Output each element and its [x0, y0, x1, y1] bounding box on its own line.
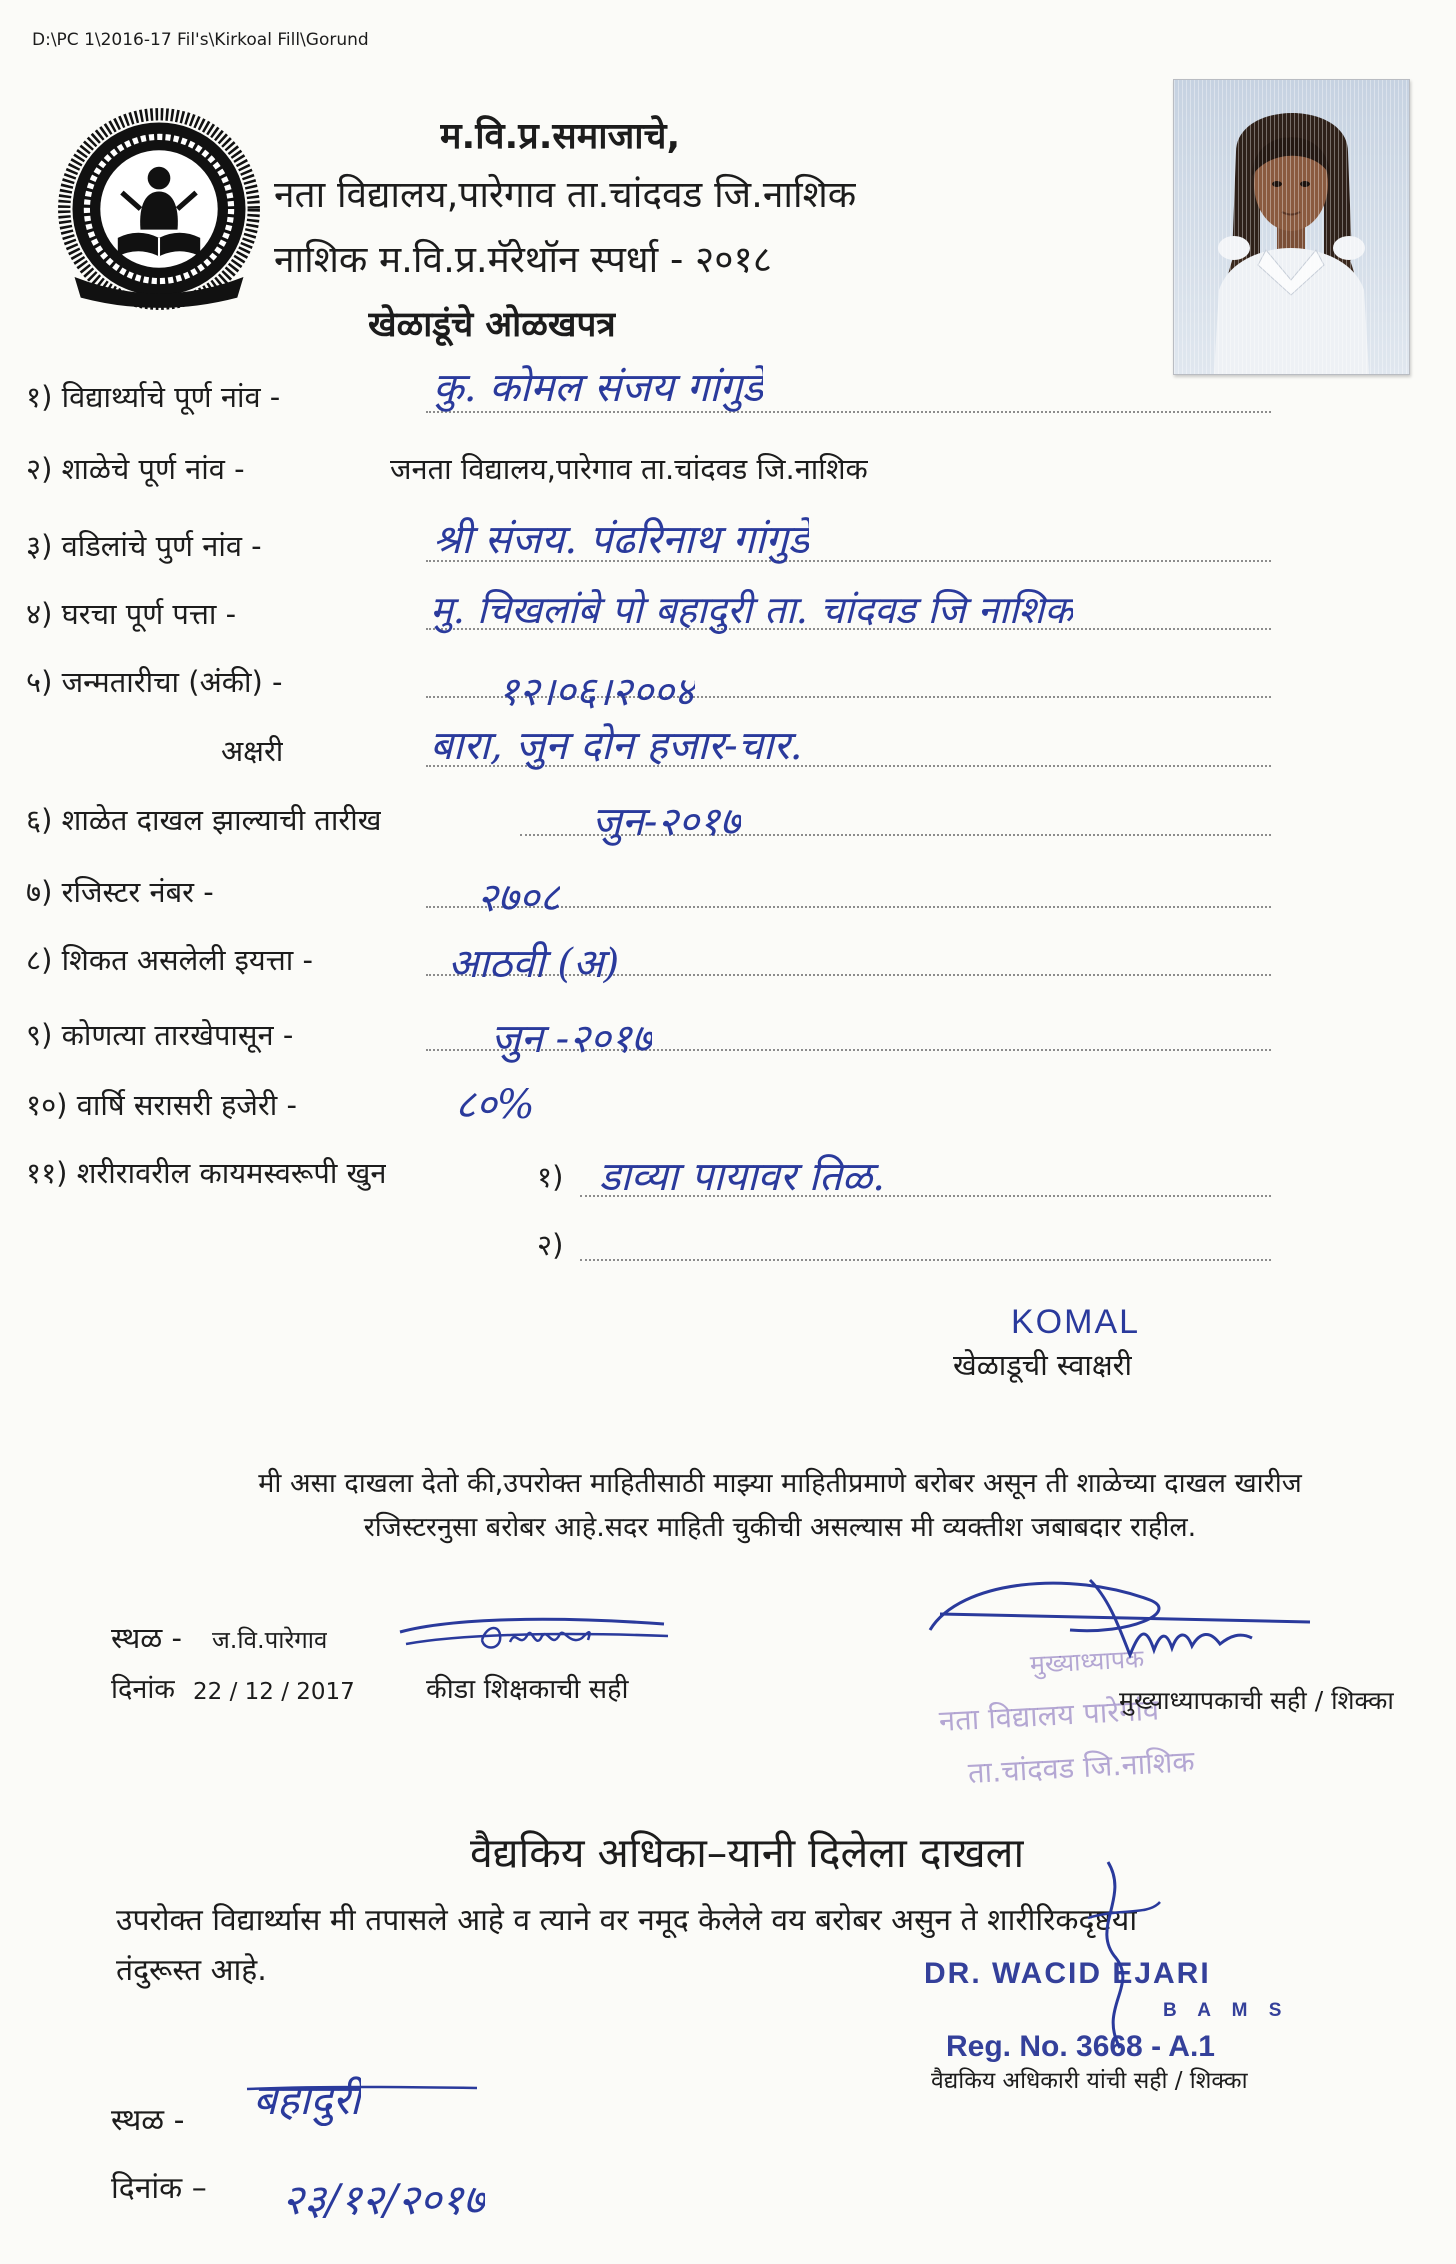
student-name-label: १) विद्यार्थ्याचे पूर्ण नांव -: [26, 380, 281, 414]
doctor-stamp-name: DR. WACID EJARI: [924, 1957, 1211, 1990]
since-date-value: जुन -२०१७: [491, 1016, 653, 1062]
medical-place-label: स्थळ -: [111, 2103, 185, 2138]
marks-item2-line: [580, 1259, 1271, 1261]
school-name-label: २) शाळेचे पूर्ण नांव -: [26, 452, 245, 486]
declaration-line-1: मी असा दाखला देतो की,उपरोक्त माहितीसाठी माझ्या माहितीप्रमाणे बरोबर असून ती शाळेच्या दाखल खारीज: [258, 1468, 1302, 1499]
medical-text-line-2: तंदुरूस्त आहे.: [116, 1953, 267, 1988]
marks-item1-value: डाव्या पायावर तिळ.: [599, 1154, 885, 1200]
doctor-stamp-degree: B A M S: [1163, 2000, 1290, 2021]
sports-teacher-caption: कीडा शिक्षकाची सही: [426, 1674, 629, 1705]
headmaster-signature: [920, 1560, 1320, 1670]
headmaster-stamp-line-1: मुख्याध्यापक: [1029, 1644, 1145, 1679]
page-title: खेळाडूंचे ओळखपत्र: [368, 305, 616, 345]
marks-item1-number: १): [537, 1160, 564, 1194]
org-line: म.वि.प्र.समाजाचे,: [440, 116, 681, 157]
sports-teacher-signature: [392, 1610, 672, 1668]
event-line: नाशिक म.वि.प्र.मॅरेथॉन स्पर्धा - २०१८: [274, 238, 773, 281]
school-date-label: दिनांक: [111, 1674, 176, 1705]
medical-text-line-1: उपरोक्त विद्यार्थ्यास मी तपासले आहे व त्याने वर नमूद केलेले वय बरोबर असुन ते शारीरिकदृष्टया: [116, 1903, 1138, 1938]
medical-title: वैद्यकिय अधिका–यानी दिलेला दाखला: [470, 1829, 1025, 1877]
player-signature-caption: खेळाडूची स्वाक्षरी: [953, 1348, 1133, 1382]
doctor-caption: वैद्यकिय अधिकारी यांची सही / शिक्का: [931, 2068, 1248, 2094]
father-name-value: श्री संजय. पंढरिनाथ गांगुर्डे: [433, 517, 810, 563]
dob-digits-label: ५) जन्मतारीचा (अंकी) -: [26, 665, 283, 699]
father-name-label: ३) वडिलांचे पुर्ण नांव -: [26, 529, 262, 563]
player-signature: KOMAL: [1011, 1303, 1141, 1341]
institution-logo: [56, 106, 262, 312]
address-value: मु. चिखलांबे पो बहादुरी ता. चांदवड जि नाशिक: [430, 588, 1074, 632]
student-name-value: कु. कोमल संजय गांगुर्डे: [433, 365, 764, 411]
school-date-value: 22 / 12 / 2017: [193, 1679, 355, 1705]
class-label: ८) शिकत असलेली इयत्ता -: [26, 943, 313, 977]
attendance-label: १०) वार्षि सरासरी हजेरी -: [26, 1088, 297, 1122]
school-place-value: ज.वि.पारेगाव: [212, 1626, 328, 1654]
class-value: आठवी (अ): [448, 941, 620, 987]
school-line: नता विद्यालय,पारेगाव ता.चांदवड जि.नाशिक: [274, 173, 857, 216]
dob-words-label: अक्षरी: [221, 734, 284, 768]
doctor-stamp-reg: Reg. No. 3668 - A.1: [946, 2030, 1215, 2063]
declaration-line-2: रजिस्टरनुसा बरोबर आहे.सदर माहिती चुकीची असल्यास मी व्यक्तीश जबाबदार राहील.: [363, 1512, 1197, 1543]
marks-label: ११) शरीरावरील कायमस्वरूपी खुन: [26, 1156, 387, 1190]
doctor-signature: [1068, 1858, 1168, 2068]
address-label: ४) घरचा पूर्ण पत्ता -: [26, 597, 237, 631]
admission-date-label: ६) शाळेत दाखल झाल्याची तारीख: [26, 803, 382, 837]
file-path: D:\PC 1\2016-17 Fil's\Kirkoal Fill\Gorund: [32, 30, 369, 50]
dob-digits-value: १२।०६।२००४: [498, 669, 695, 715]
headmaster-caption: मुख्याध्यापकाची सही / शिक्का: [1119, 1686, 1394, 1715]
medical-date-label: दिनांक –: [111, 2171, 207, 2206]
headmaster-stamp-line-3: ता.चांदवड जि.नाशिक: [967, 1744, 1196, 1790]
headmaster-stamp-line-2: नता विद्यालय पारेगांव: [938, 1692, 1160, 1738]
student-photo: [1173, 79, 1410, 375]
dob-words-value: बारा, जुन दोन हजार-चार.: [430, 723, 803, 769]
register-no-value: २७०८: [477, 875, 561, 921]
school-name-value: जनता विद्यालय,पारेगाव ता.चांदवड जि.नाशिक: [390, 452, 868, 486]
medical-place-value: बहादुरी: [253, 2075, 361, 2124]
medical-date-value: २३/१२/२०१७: [282, 2175, 486, 2224]
school-place-label: स्थळ -: [111, 1621, 182, 1655]
register-no-label: ७) रजिस्टर नंबर -: [26, 875, 214, 909]
marks-item2-number: २): [537, 1228, 564, 1262]
attendance-value: ८०%: [455, 1082, 535, 1128]
admission-date-value: जुन-२०१७: [592, 799, 741, 845]
since-date-label: ९) कोणत्या तारखेपासून -: [26, 1018, 294, 1052]
